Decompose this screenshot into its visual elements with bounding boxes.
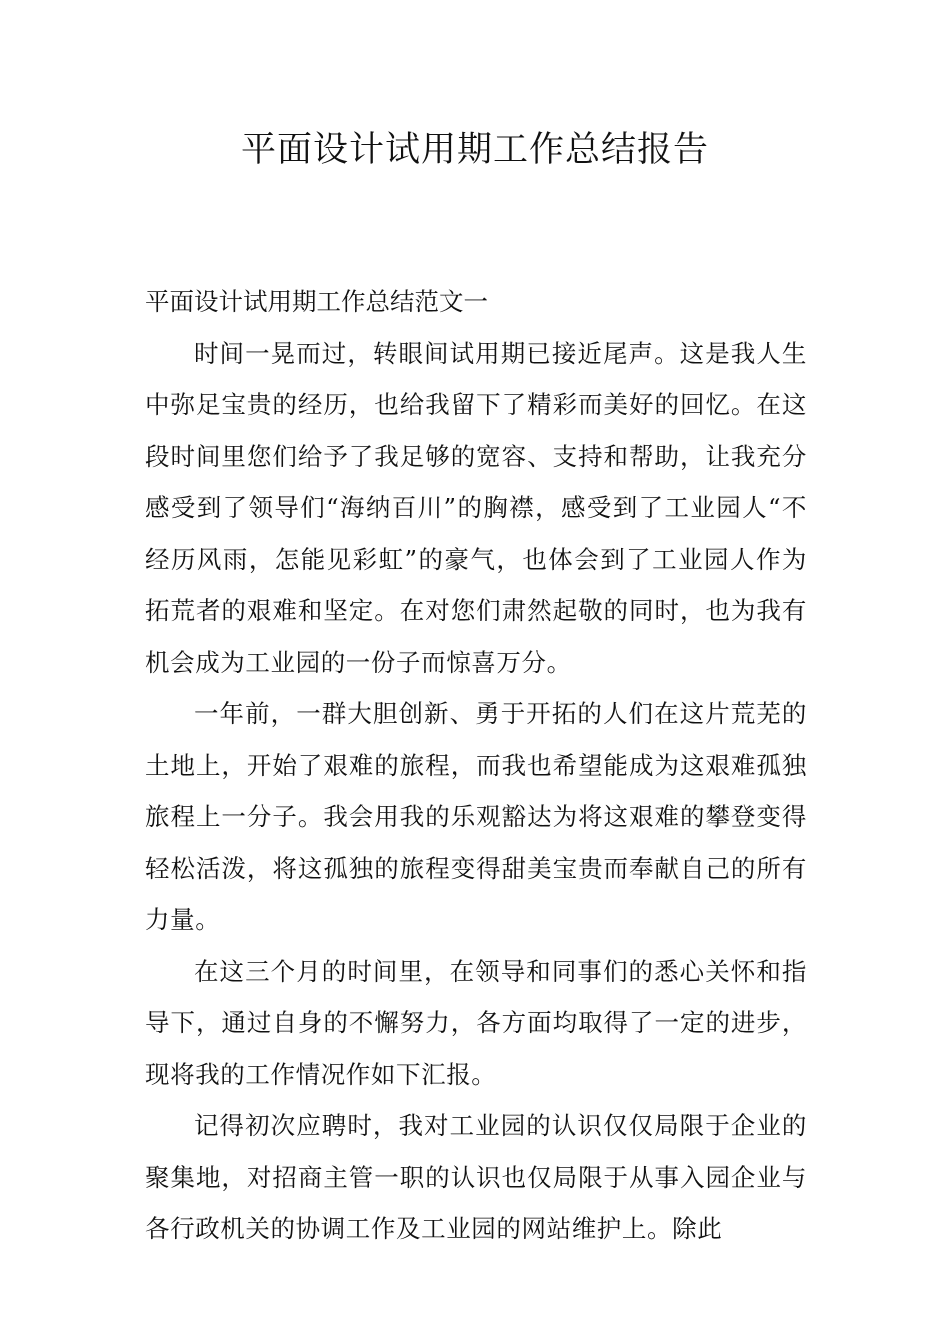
paragraph: 时间一晃而过，转眼间试用期已接近尾声。这是我人生中弥足宝贵的经历，也给我留下了精彩而美好的回忆。在这段时间里您们给予了我足够的宽容、支持和帮助，让我充分感受到了领导们“海纳百川”的胸襟，感受到了工业园人“不经历风雨，怎能见彩虹”的豪气，也体会到了工业园人作为拓荒者的艰难和坚定。在对您们肃然起敬的同时，也为我有机会成为工业园的一份子而惊喜万分。: [145, 338, 807, 677]
paragraph: 一年前，一群大胆创新、勇于开拓的人们在这片荒芜的土地上，开始了艰难的旅程，而我也希望能成为这艰难孤独旅程上一分子。我会用我的乐观豁达为将这艰难的攀登变得轻松活泼，将这孤独的旅程变得甜美宝贵而奉献自己的所有力量。: [145, 699, 807, 934]
paragraph: 在这三个月的时间里，在领导和同事们的悉心关怀和指导下，通过自身的不懈努力，各方面均取得了一定的进步，现将我的工作情况作如下汇报。: [145, 956, 807, 1089]
paragraph: 记得初次应聘时，我对工业园的认识仅仅局限于企业的聚集地，对招商主管一职的认识也仅局限于从事入园企业与各行政机关的协调工作及工业园的网站维护上。除此: [145, 1111, 807, 1243]
document-title: 平面设计试用期工作总结报告: [240, 130, 709, 170]
section-subtitle: 平面设计试用期工作总结范文一: [145, 287, 488, 316]
document-body: [145, 276, 807, 1255]
